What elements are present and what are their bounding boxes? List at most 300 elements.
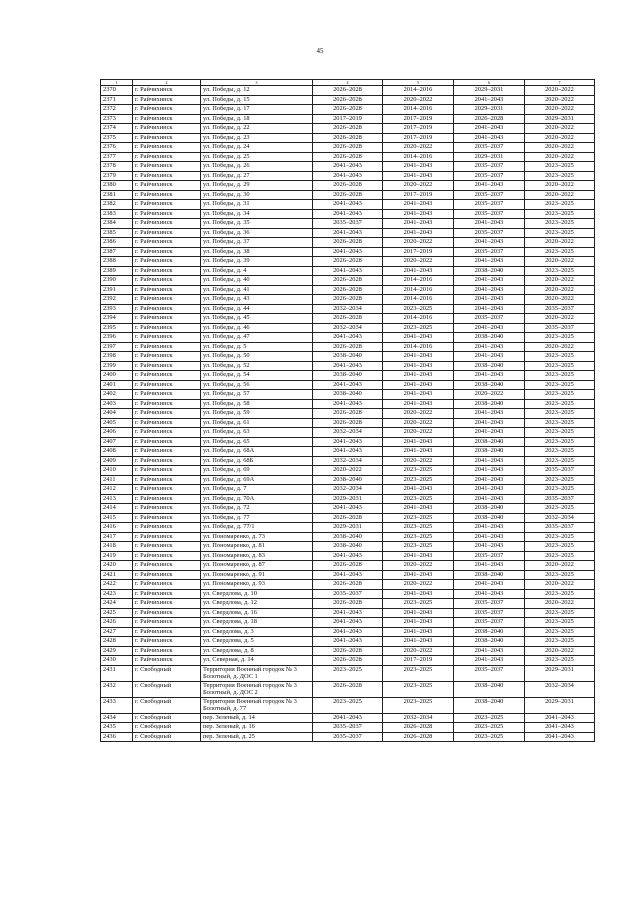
table-cell: 2032–2034 [525, 513, 595, 523]
table-cell: ул. Победы, д. 46 [201, 323, 313, 333]
table-row [101, 485, 595, 495]
table-cell: 2424 [101, 599, 133, 609]
table-cell: 2020–2022 [525, 95, 595, 105]
table-row [101, 723, 595, 733]
table-cell: 2041–2043 [454, 428, 525, 438]
table-cell: ул. Победы, д. 30 [201, 190, 313, 200]
column-number: 2 [133, 80, 201, 86]
table-cell: 2041–2043 [383, 228, 454, 238]
table-row [101, 409, 595, 419]
table-cell: 2038–2040 [454, 447, 525, 457]
table-row [101, 238, 595, 248]
table-cell: 2023–2025 [525, 437, 595, 447]
table-cell: 2020–2022 [525, 295, 595, 305]
table-cell: 2038–2040 [313, 475, 383, 485]
table-cell: 2029–2031 [313, 523, 383, 533]
table-cell: 2419 [101, 551, 133, 561]
table-row [101, 570, 595, 580]
table-cell: 2020–2022 [525, 133, 595, 143]
table-cell: 2035–2037 [313, 219, 383, 229]
table-row [101, 152, 595, 162]
table-cell: 2041–2043 [454, 238, 525, 248]
table-cell: ул. Победы, д. 69 [201, 466, 313, 476]
table-cell: г. Райчихинск [133, 219, 201, 229]
table-cell: 2017–2019 [383, 124, 454, 134]
table-cell: 2374 [101, 124, 133, 134]
table-cell: 2383 [101, 209, 133, 219]
housing-register-table [100, 79, 595, 742]
table-cell: г. Райчихинск [133, 456, 201, 466]
table-cell: 2020–2022 [383, 95, 454, 105]
table-cell: 2020–2022 [525, 190, 595, 200]
table-cell: 2023–2025 [525, 333, 595, 343]
table-cell: 2023–2025 [525, 532, 595, 542]
table-cell: г. Райчихинск [133, 494, 201, 504]
table-cell: 2023–2025 [525, 608, 595, 618]
table-cell: 2032–2034 [313, 304, 383, 314]
table-cell: 2023–2025 [454, 713, 525, 723]
table-cell: г. Райчихинск [133, 523, 201, 533]
table-cell: 2023–2025 [383, 532, 454, 542]
table-cell: 2023–2025 [525, 551, 595, 561]
table-cell: 2029–2031 [454, 86, 525, 96]
table-cell: ул. Победы, д. 24 [201, 143, 313, 153]
table-cell: 2026–2028 [313, 342, 383, 352]
table-cell: 2041–2043 [313, 162, 383, 172]
table-cell: г. Райчихинск [133, 266, 201, 276]
table-cell: 2041–2043 [454, 418, 525, 428]
table-cell: 2382 [101, 200, 133, 210]
table-row [101, 466, 595, 476]
table-cell: 2020–2022 [525, 105, 595, 115]
table-cell: 2014–2016 [383, 276, 454, 286]
table-cell: 2020–2022 [383, 409, 454, 419]
table-row [101, 437, 595, 447]
table-cell: ул. Победы, д. 36 [201, 228, 313, 238]
table-cell: 2020–2022 [383, 418, 454, 428]
table-cell: 2038–2040 [454, 333, 525, 343]
table-cell: 2427 [101, 627, 133, 637]
table-cell: 2041–2043 [454, 371, 525, 381]
table-cell: Территория Военный городок № 3 Болотный, д. ДОС 2 [201, 681, 313, 697]
table-cell: 2023–2025 [525, 371, 595, 381]
table-cell: ул. Пономаренко, д. 93 [201, 580, 313, 590]
table-cell: 2041–2043 [383, 371, 454, 381]
table-cell: 2017–2019 [383, 656, 454, 666]
table-cell: 2041–2043 [383, 171, 454, 181]
table-cell: 2023–2025 [525, 247, 595, 257]
table-cell: г. Райчихинск [133, 209, 201, 219]
table-cell: 2026–2028 [313, 513, 383, 523]
table-cell: г. Райчихинск [133, 447, 201, 457]
table-row [101, 209, 595, 219]
table-cell: 2023–2025 [383, 697, 454, 713]
table-cell: г. Райчихинск [133, 618, 201, 628]
table-cell: 2431 [101, 665, 133, 681]
column-number: 3 [201, 80, 313, 86]
table-cell: 2041–2043 [454, 124, 525, 134]
table-cell: г. Райчихинск [133, 228, 201, 238]
table-cell: г. Райчихинск [133, 190, 201, 200]
table-cell: 2433 [101, 697, 133, 713]
table-cell: 2026–2028 [313, 295, 383, 305]
table-cell: г. Райчихинск [133, 627, 201, 637]
table-cell: 2023–2025 [525, 399, 595, 409]
table-cell: ул. Победы, д. 70А [201, 494, 313, 504]
table-cell: 2026–2028 [313, 190, 383, 200]
table-cell: ул. Победы, д. 35 [201, 219, 313, 229]
table-cell: 2041–2043 [313, 247, 383, 257]
table-cell: 2035–2037 [525, 466, 595, 476]
table-cell: 2023–2025 [383, 513, 454, 523]
table-cell: г. Райчихинск [133, 295, 201, 305]
table-cell: 2035–2037 [454, 162, 525, 172]
table-cell: ул. Пономаренко, д. 83 [201, 551, 313, 561]
table-cell: 2041–2043 [313, 713, 383, 723]
table-cell: 2416 [101, 523, 133, 533]
table-row [101, 418, 595, 428]
table-row [101, 697, 595, 713]
table-row [101, 532, 595, 542]
table-cell: 2041–2043 [454, 181, 525, 191]
table-cell: 2038–2040 [313, 532, 383, 542]
table-cell: 2409 [101, 456, 133, 466]
table-cell: 2041–2043 [313, 209, 383, 219]
table-cell: 2410 [101, 466, 133, 476]
table-row [101, 257, 595, 267]
table-cell: 2023–2025 [313, 665, 383, 681]
table-cell: 2023–2025 [454, 732, 525, 742]
table-cell: 2026–2028 [313, 276, 383, 286]
table-cell: 2387 [101, 247, 133, 257]
table-row [101, 200, 595, 210]
table-row [101, 656, 595, 666]
table-cell: г. Райчихинск [133, 285, 201, 295]
table-cell: 2023–2025 [454, 723, 525, 733]
table-cell: 2035–2037 [313, 723, 383, 733]
table-cell: 2026–2028 [313, 418, 383, 428]
table-cell: ул. Победы, д. 31 [201, 200, 313, 210]
table-cell: ул. Победы, д. 68А [201, 447, 313, 457]
table-cell: 2041–2043 [454, 133, 525, 143]
table-cell: г. Свободный [133, 681, 201, 697]
table-cell: 2041–2043 [454, 475, 525, 485]
table-row [101, 86, 595, 96]
table-cell: 2041–2043 [313, 551, 383, 561]
table-cell: 2041–2043 [454, 656, 525, 666]
table-cell: ул. Победы, д. 54 [201, 371, 313, 381]
table-cell: г. Райчихинск [133, 551, 201, 561]
table-cell: 2038–2040 [454, 361, 525, 371]
table-cell: ул. Свердлова, д. 16 [201, 608, 313, 618]
table-row [101, 95, 595, 105]
table-cell: ул. Победы, д. 25 [201, 152, 313, 162]
table-row [101, 646, 595, 656]
table-cell: 2041–2043 [383, 200, 454, 210]
table-cell: 2038–2040 [454, 504, 525, 514]
table-cell: 2026–2028 [313, 238, 383, 248]
table-row [101, 304, 595, 314]
table-cell: 2386 [101, 238, 133, 248]
table-cell: ул. Свердлова, д. 5 [201, 637, 313, 647]
table-cell: 2403 [101, 399, 133, 409]
table-cell: г. Райчихинск [133, 86, 201, 96]
table-cell: 2035–2037 [454, 171, 525, 181]
table-cell: 2026–2028 [383, 723, 454, 733]
table-cell: 2020–2022 [525, 143, 595, 153]
table-cell: 2429 [101, 646, 133, 656]
table-cell: 2020–2022 [383, 580, 454, 590]
table-cell: 2020–2022 [525, 342, 595, 352]
table-cell: 2422 [101, 580, 133, 590]
table-cell: 2375 [101, 133, 133, 143]
table-cell: ул. Победы, д. 38 [201, 247, 313, 257]
table-cell: 2020–2022 [454, 390, 525, 400]
table-cell: 2023–2025 [525, 627, 595, 637]
table-cell: 2026–2028 [313, 124, 383, 134]
table-cell: 2041–2043 [313, 266, 383, 276]
table-cell: 2026–2028 [313, 86, 383, 96]
table-cell: 2020–2022 [525, 181, 595, 191]
table-cell: ул. Победы, д. 72 [201, 504, 313, 514]
table-cell: г. Райчихинск [133, 314, 201, 324]
table-cell: ул. Победы, д. 45 [201, 314, 313, 324]
table-cell: пер. Зеленый, д. 14 [201, 713, 313, 723]
table-row [101, 181, 595, 191]
table-cell: 2026–2028 [313, 656, 383, 666]
table-cell: 2035–2037 [525, 494, 595, 504]
table-cell: ул. Пономаренко, д. 87 [201, 561, 313, 571]
table-cell: 2029–2031 [525, 114, 595, 124]
table-cell: 2038–2040 [454, 627, 525, 637]
table-cell: 2041–2043 [383, 390, 454, 400]
table-cell: 2420 [101, 561, 133, 571]
table-cell: 2417 [101, 532, 133, 542]
table-cell: 2421 [101, 570, 133, 580]
table-cell: 2026–2028 [313, 133, 383, 143]
table-row [101, 295, 595, 305]
table-cell: ул. Победы, д. 50 [201, 352, 313, 362]
table-cell: г. Райчихинск [133, 409, 201, 419]
table-cell: 2035–2037 [454, 314, 525, 324]
table-cell: г. Райчихинск [133, 124, 201, 134]
table-cell: 2398 [101, 352, 133, 362]
table-cell: 2041–2043 [383, 485, 454, 495]
table-cell: 2017–2019 [313, 114, 383, 124]
table-cell: г. Райчихинск [133, 437, 201, 447]
table-cell: г. Райчихинск [133, 656, 201, 666]
table-cell: 2020–2022 [383, 181, 454, 191]
table-cell: 2029–2031 [525, 665, 595, 681]
table-cell: 2038–2040 [454, 380, 525, 390]
table-cell: 2026–2028 [313, 143, 383, 153]
table-cell: ул. Победы, д. 23 [201, 133, 313, 143]
table-cell: 2026–2028 [313, 599, 383, 609]
table-cell: 2023–2025 [525, 418, 595, 428]
table-cell: 2029–2031 [454, 152, 525, 162]
table-row [101, 589, 595, 599]
table-cell: 2376 [101, 143, 133, 153]
table-cell: 2393 [101, 304, 133, 314]
table-cell: 2023–2025 [383, 475, 454, 485]
table-cell: 2041–2043 [383, 551, 454, 561]
table-cell: 2041–2043 [454, 466, 525, 476]
table-row [101, 162, 595, 172]
table-cell: 2020–2022 [525, 238, 595, 248]
table-cell: 2396 [101, 333, 133, 343]
table-cell: 2428 [101, 637, 133, 647]
table-cell: 2412 [101, 485, 133, 495]
table-cell: 2020–2022 [525, 285, 595, 295]
table-cell: 2399 [101, 361, 133, 371]
table-cell: г. Райчихинск [133, 143, 201, 153]
table-cell: 2404 [101, 409, 133, 419]
table-cell: г. Райчихинск [133, 466, 201, 476]
table-cell: 2372 [101, 105, 133, 115]
table-cell: ул. Победы, д. 39 [201, 257, 313, 267]
table-cell: 2041–2043 [454, 532, 525, 542]
table-cell: 2041–2043 [313, 637, 383, 647]
table-cell: 2026–2028 [313, 561, 383, 571]
table-cell: 2035–2037 [454, 665, 525, 681]
table-row [101, 542, 595, 552]
table-cell: ул. Победы, д. 77 [201, 513, 313, 523]
table-cell: 2407 [101, 437, 133, 447]
table-cell: г. Райчихинск [133, 114, 201, 124]
table-cell: 2038–2040 [313, 542, 383, 552]
table-cell: 2041–2043 [383, 589, 454, 599]
table-cell: 2020–2022 [383, 561, 454, 571]
table-cell: 2023–2025 [383, 323, 454, 333]
table-cell: 2026–2028 [313, 152, 383, 162]
table-cell: 2026–2028 [313, 181, 383, 191]
table-cell: 2041–2043 [383, 627, 454, 637]
table-row [101, 247, 595, 257]
table-cell: г. Райчихинск [133, 342, 201, 352]
table-cell: ул. Победы, д. 41 [201, 285, 313, 295]
table-cell: 2408 [101, 447, 133, 457]
table-cell: 2020–2022 [525, 86, 595, 96]
table-cell: ул. Свердлова, д. 12 [201, 599, 313, 609]
table-cell: 2032–2034 [313, 428, 383, 438]
table-cell: 2041–2043 [383, 570, 454, 580]
table-cell: 2413 [101, 494, 133, 504]
table-cell: 2038–2040 [313, 390, 383, 400]
table-cell: 2020–2022 [525, 561, 595, 571]
table-cell: 2023–2025 [383, 523, 454, 533]
table-cell: 2041–2043 [454, 646, 525, 656]
table-cell: 2380 [101, 181, 133, 191]
table-cell: 2023–2025 [525, 485, 595, 495]
table-cell: 2020–2022 [383, 257, 454, 267]
table-cell: 2020–2022 [383, 456, 454, 466]
table-cell: 2041–2043 [383, 637, 454, 647]
table-row [101, 399, 595, 409]
table-cell: 2041–2043 [313, 608, 383, 618]
table-cell: 2041–2043 [454, 494, 525, 504]
table-cell: ул. Победы, д. 17 [201, 105, 313, 115]
table-cell: г. Райчихинск [133, 599, 201, 609]
table-cell: г. Райчихинск [133, 532, 201, 542]
table-row [101, 504, 595, 514]
table-cell: 2041–2043 [383, 361, 454, 371]
table-row [101, 219, 595, 229]
table-cell: 2038–2040 [454, 681, 525, 697]
table-cell: 2035–2037 [525, 323, 595, 333]
table-cell: 2041–2043 [454, 276, 525, 286]
table-row [101, 323, 595, 333]
table-cell: 2032–2034 [525, 681, 595, 697]
table-cell: 2038–2040 [454, 266, 525, 276]
table-cell: 2041–2043 [454, 257, 525, 267]
table-cell: 2041–2043 [454, 542, 525, 552]
table-row [101, 713, 595, 723]
table-cell: 2023–2025 [525, 428, 595, 438]
table-row [101, 561, 595, 571]
table-cell: 2026–2028 [313, 681, 383, 697]
table-cell: 2023–2025 [525, 209, 595, 219]
table-cell: 2020–2022 [525, 646, 595, 656]
table-cell: 2415 [101, 513, 133, 523]
table-row [101, 608, 595, 618]
table-cell: ул. Победы, д. 4 [201, 266, 313, 276]
table-cell: ул. Пономаренко, д. 81 [201, 542, 313, 552]
table-row [101, 551, 595, 561]
table-cell: г. Райчихинск [133, 371, 201, 381]
table-cell: 2029–2031 [454, 105, 525, 115]
table-cell: 2023–2025 [383, 466, 454, 476]
table-cell: г. Райчихинск [133, 133, 201, 143]
table-cell: 2038–2040 [454, 697, 525, 713]
table-cell: 2035–2037 [525, 304, 595, 314]
table-cell: 2035–2037 [454, 618, 525, 628]
table-row [101, 665, 595, 681]
table-cell: 2041–2043 [454, 352, 525, 362]
table-cell: 2017–2019 [383, 114, 454, 124]
table-cell: 2392 [101, 295, 133, 305]
table-cell: 2041–2043 [383, 608, 454, 618]
table-cell: 2041–2043 [313, 570, 383, 580]
table-cell: ул. Пономаренко, д. 73 [201, 532, 313, 542]
table-cell: ул. Победы, д. 18 [201, 114, 313, 124]
table-cell: 2041–2043 [383, 162, 454, 172]
table-row [101, 114, 595, 124]
table-cell: 2020–2022 [525, 124, 595, 134]
table-cell: 2032–2034 [313, 485, 383, 495]
table-cell: ул. Победы, д. 5 [201, 342, 313, 352]
table-cell: 2401 [101, 380, 133, 390]
table-cell: 2041–2043 [454, 456, 525, 466]
table-cell: 2023–2025 [383, 599, 454, 609]
table-row [101, 475, 595, 485]
table-cell: 2432 [101, 681, 133, 697]
table-cell: 2400 [101, 371, 133, 381]
table-cell: 2020–2022 [525, 276, 595, 286]
table-cell: 2391 [101, 285, 133, 295]
table-cell: г. Свободный [133, 723, 201, 733]
table-cell: 2035–2037 [454, 200, 525, 210]
table-cell: г. Райчихинск [133, 646, 201, 656]
table-cell: 2041–2043 [313, 380, 383, 390]
table-cell: 2041–2043 [383, 380, 454, 390]
table-row [101, 333, 595, 343]
table-cell: 2388 [101, 257, 133, 267]
table-cell: г. Свободный [133, 713, 201, 723]
table-cell: 2041–2043 [383, 266, 454, 276]
table-cell: 2378 [101, 162, 133, 172]
table-cell: 2017–2019 [383, 190, 454, 200]
table-cell: Территория Военный городок № 3 Болотный, д. ДОС 1 [201, 665, 313, 681]
